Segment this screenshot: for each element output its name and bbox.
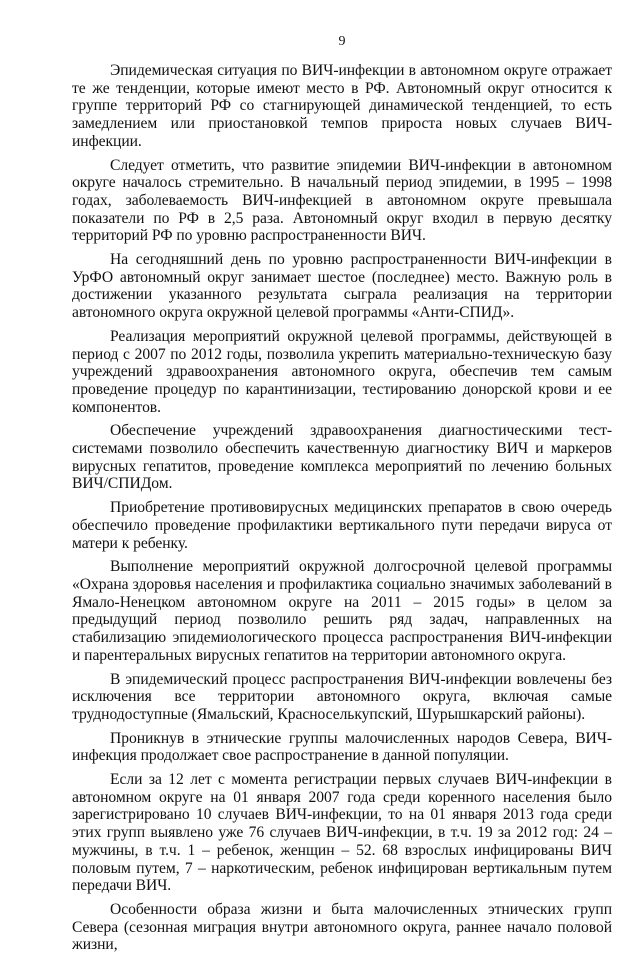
paragraph-program-implementation: Реализация мероприятий окружной целевой программы, действующей в период с 2007 по 2012 годы, позволила укрепить материально-техническую базу учреждений здравоохранения автономного округа, обеспечив тем самым проведение процедур по карантинизации, тестированию донорской крови и ее компонентов. xyxy=(72,327,612,416)
paragraph-statistics: Если за 12 лет с момента регистрации первых случаев ВИЧ-инфекции в автономном округе на 01 января 2007 года среди коренного населения было зарегистрировано 10 случаев ВИЧ-инфекции, то на 01 января 2013 года среди этих групп выявлено уже 76 случаев ВИЧ-инфекции, в т.ч. 19 за 2012 год: 24 – мужчины, в т.ч. 1 – ребенок, женщин – 52. 68 взрослых инфицированы ВИЧ половым путем, 7 – наркотическим, ребенок инфицирован вертикальным путем передачи ВИЧ. xyxy=(72,771,612,895)
paragraph-antiviral-drugs: Приобретение противовирусных медицинских препаратов в свою очередь обеспечило проведение профилактики вертикального пути передачи вируса от матери к ребенку. xyxy=(72,499,612,552)
paragraph-ethnic-groups: Проникнув в этнические группы малочисленных народов Севера, ВИЧ-инфекция продолжает свое распространение в данной популяции. xyxy=(72,729,612,765)
paragraph-epidemic-start: Следует отметить, что развитие эпидемии ВИЧ-инфекции в автономном округе началось стремительно. В начальный период эпидемии, в 1995 – 1998 годах, заболеваемость ВИЧ-инфекцией в автономном округе превышала показатели по РФ в 2,5 раза. Автономный округ входил в первую десятку территорий РФ по уровню распространенности ВИЧ. xyxy=(72,156,612,245)
page-number: 9 xyxy=(338,34,346,49)
paragraph-lifestyle: Особенности образа жизни и быта малочисленных этнических групп Севера (сезонная миграция внутри автономного округа, раннее начало половой жизни, xyxy=(72,900,612,954)
paragraph-test-systems: Обеспечение учреждений здравоохранения диагностическими тест-системами позволило обеспечить качественную диагностику ВИЧ и маркеров вирусных гепатитов, проведение комплекса мероприятий по лечению больных ВИЧ/СПИДом. xyxy=(72,422,612,493)
document-page xyxy=(72,34,612,960)
paragraph-long-term-program: Выполнение мероприятий окружной долгосрочной целевой программы «Охрана здоровья населения и профилактика социально значимых заболеваний в Ямало-Ненецком автономном округе на 2011 – 2015 годы» в целом за предыдущий период позволило решить ряд задач, направленных на стабилизацию эпидемиологического процесса распространения ВИЧ-инфекции и парентеральных вирусных гепатитов на территории автономного округа. xyxy=(72,558,612,664)
paragraph-urfo-rank: На сегодняшний день по уровню распространенности ВИЧ-инфекции в УрФО автономный округ занимает шестое (последнее) место. Важную роль в достижении указанного результата сыграла реализация на территории автономного округа окружной целевой программы «Анти-СПИД». xyxy=(72,251,612,322)
paragraph-territories: В эпидемический процесс распространения ВИЧ-инфекции вовлечены без исключения все территории автономного округа, включая самые труднодоступные (Ямальский, Красноселькупский, Шурышкарский районы). xyxy=(72,670,612,723)
paragraph-hiv-situation: Эпидемическая ситуация по ВИЧ-инфекции в автономном округе отражает те же тенденции, которые имеют место в РФ. Автономный округ относится к группе территорий РФ со стагнирующей динамической тенденцией, то есть замедлением или приостановкой темпов прироста новых случаев ВИЧ-инфекции. xyxy=(72,62,612,150)
